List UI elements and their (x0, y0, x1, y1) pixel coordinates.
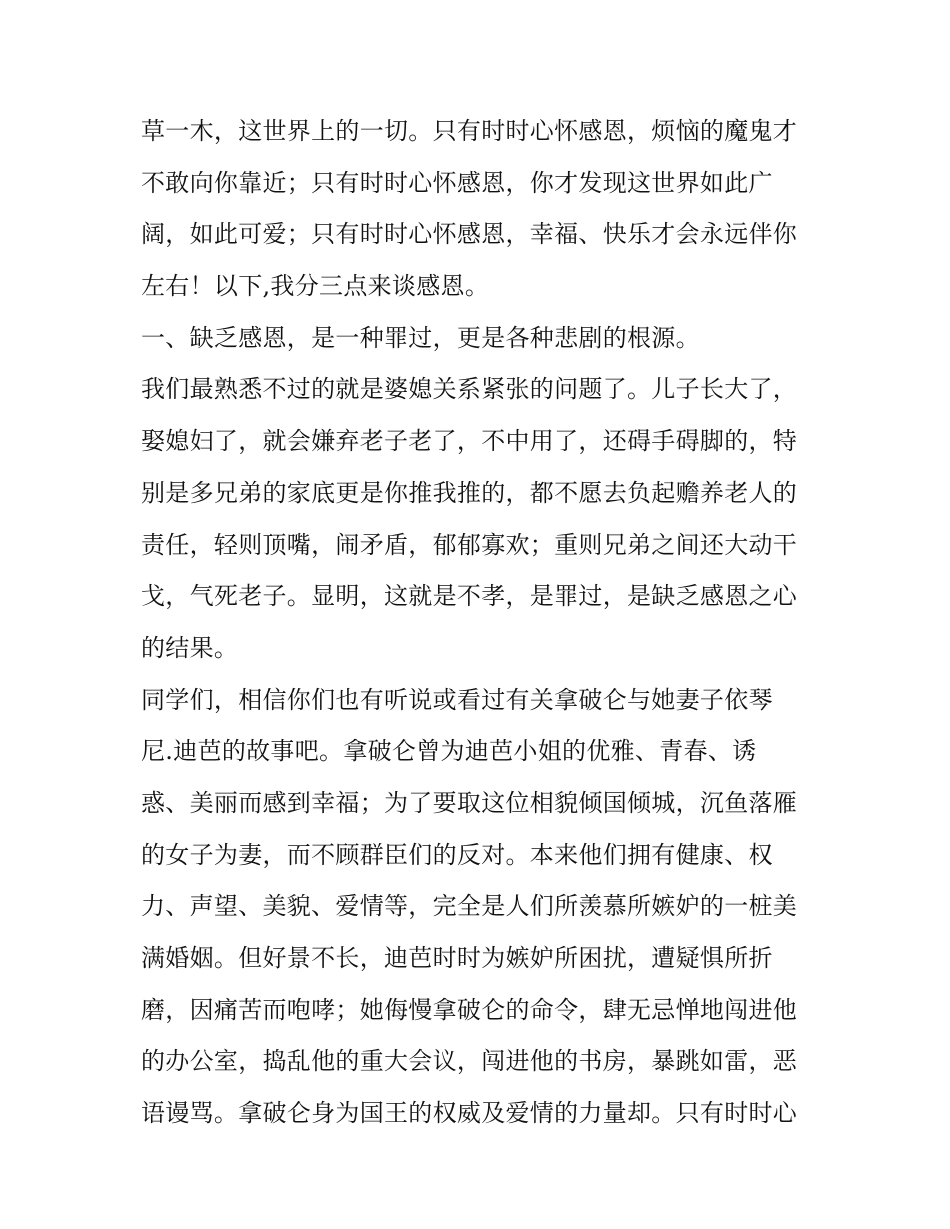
text-line: 的女子为妻，而不顾群臣们的反对。本来他们拥有健康、权 (141, 840, 773, 869)
text-line: 的结果。 (141, 633, 239, 662)
text-line: 的办公室，捣乱他的重大会议，闯进他的书房，暴跳如雷，恶 (141, 1047, 798, 1076)
text-line: 惑、美丽而感到幸福；为了要取这位相貌倾国倾城，沉鱼落雁 (141, 788, 798, 817)
section-heading: 一、缺乏感恩，是一种罪过，更是各种悲剧的根源。 (141, 323, 700, 352)
text-line: 磨，因痛苦而咆哮；她侮慢拿破仑的命令，肆无忌惮地闯进他 (141, 995, 798, 1024)
text-line: 语谩骂。拿破仑身为国王的权威及爱情的力量却。只有时时心 (141, 1099, 798, 1128)
text-line: 别是多兄弟的家底更是你推我推的，都不愿去负起赡养老人的 (141, 478, 798, 507)
text-line: 左右！以下,我分三点来谈感恩。 (141, 272, 490, 301)
text-line: 不敢向你靠近；只有时时心怀感恩，你才发现这世界如此广 (141, 168, 773, 197)
text-line: 力、声望、美貌、爱情等，完全是人们所羡慕所嫉妒的一桩美 (141, 892, 798, 921)
body-text (141, 106, 821, 1140)
text-line: 满婚姻。但好景不长，迪芭时时为嫉妒所困扰，遭疑惧所折 (141, 944, 773, 972)
text-line: 草一木，这世界上的一切。只有时时心怀感恩，烦恼的魔鬼才 (141, 117, 798, 145)
text-line: 尼.迪芭的故事吧。拿破仑曾为迪芭小姐的优雅、青春、诱 (141, 737, 757, 766)
text-line: 阔，如此可爱；只有时时心怀感恩，幸福、快乐才会永远伴你 (141, 220, 798, 249)
text-line: 同学们，相信你们也有听说或看过有关拿破仑与她妻子依琴 (141, 685, 773, 714)
text-line: 戈，气死老子。显明，这就是不孝，是罪过，是缺乏感恩之心 (141, 582, 798, 611)
text-line: 责任，轻则顶嘴，闹矛盾，郁郁寡欢；重则兄弟之间还大动干 (141, 530, 798, 559)
text-line: 我们最熟悉不过的就是婆媳关系紧张的问题了。儿子长大了， (141, 375, 798, 404)
text-line: 娶媳妇了，就会嫌弃老子老了，不中用了，还碍手碍脚的，特 (141, 427, 798, 456)
